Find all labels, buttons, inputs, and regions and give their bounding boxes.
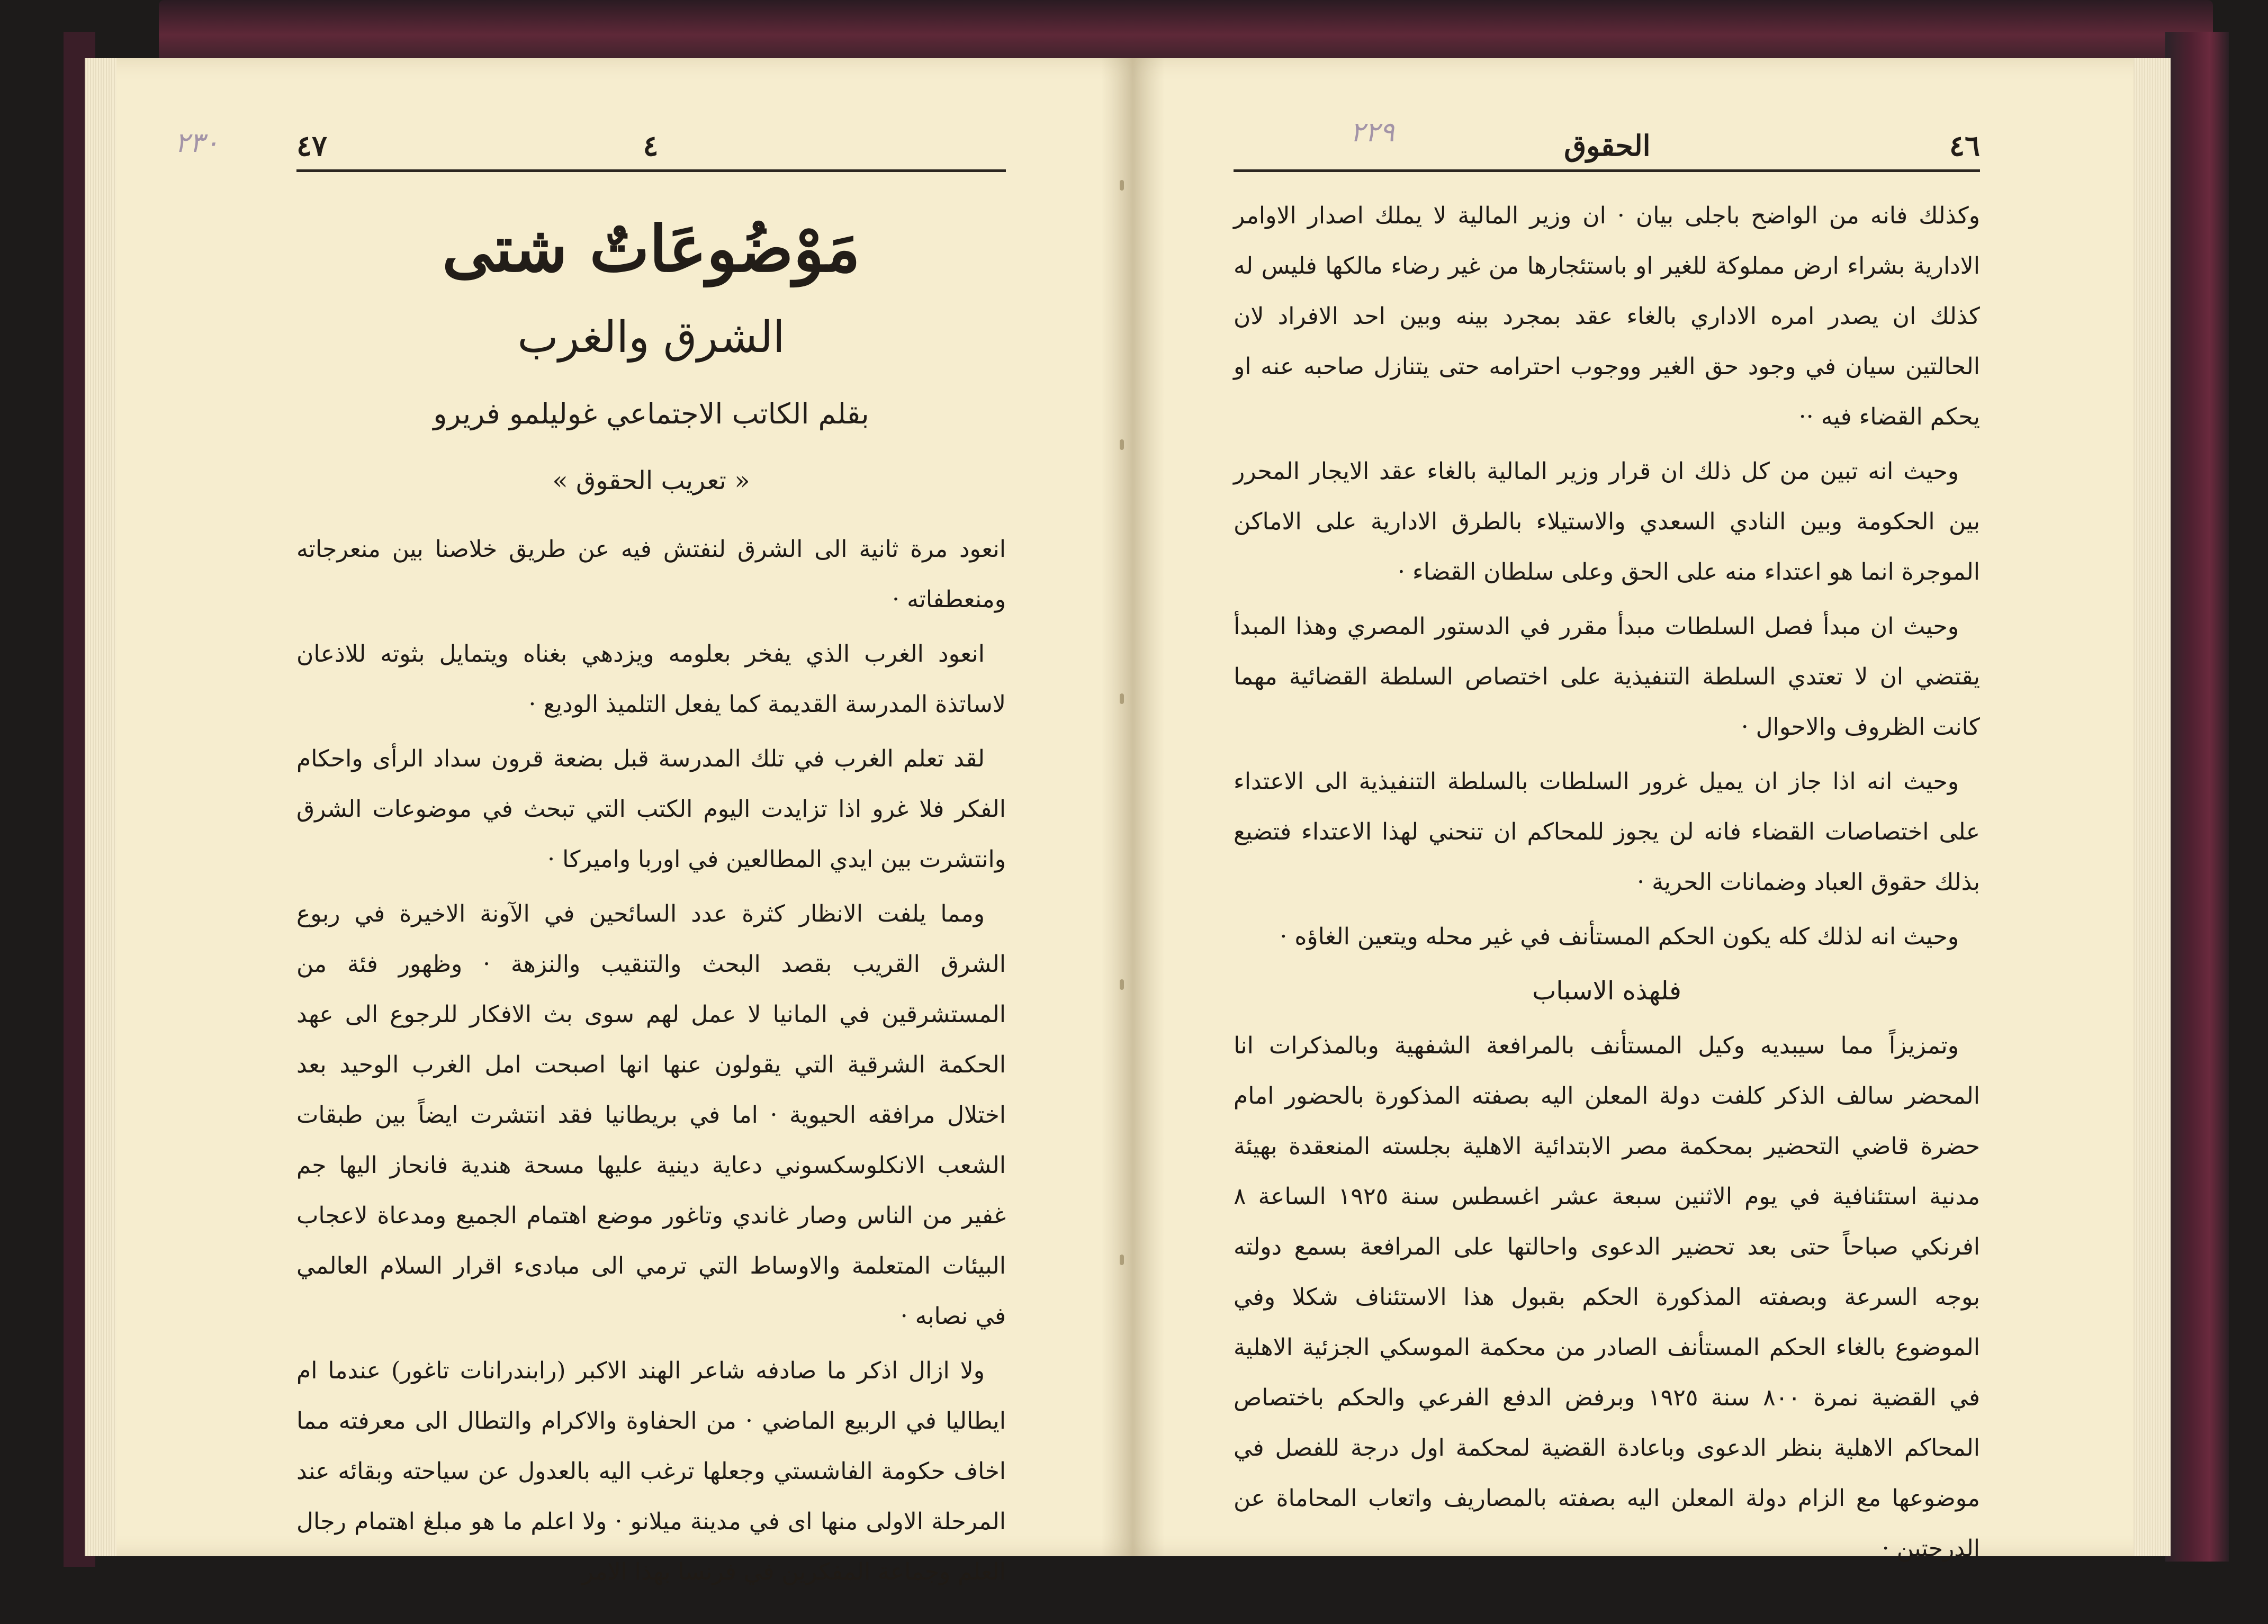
- right-header-center: الحقوق: [1564, 129, 1651, 163]
- pencil-page-number-left: ٢٣٠: [175, 127, 219, 159]
- pencil-page-number-right: ٢٢٩: [1350, 116, 1394, 148]
- paragraph: لقد تعلم الغرب في تلك المدرسة قبل بضعة قرون سداد الرأى واحكام الفكر فلا غرو اذا تزايدت اليوم الكتب التي تبحث في موضوعات الشرق وانتشرت بين ايدي المطالعين في اوربا واميركا ·: [296, 745, 1006, 873]
- book-gutter: [1101, 58, 1165, 1556]
- paragraph: ومما يلفت الانظار كثرة عدد السائحين في الآونة الاخيرة في ربوع الشرق القريب بقصد البحث والتنقيب والنزهة · وظهور فئة من المستشرقين في المانيا لا عمل لهم سوى بث الافكار للرجوع الى عهد الحكمة الشرقية التي يقولون عنها انها اصبحت امل الغرب الوحيد بعد اختلال مرافقه الحيوية · اما في بريطانيا فقد انتشرت ايضاً بين طبقات الشعب الانكلوسكسوني دعاية دينية عليها مسحة هندية فانحاز اليها جم غفير من الناس وصار غاندي وتاغور موضع اهتمام الجميع ومدعاة لاعجاب البيئات المتعلمة والاوساط التي ترمي الى مبادىء اقرار السلام العالمي في نصابه ·: [296, 900, 1006, 1330]
- paragraph: وكذلك فانه من الواضح باجلى بيان · ان وزير المالية لا يملك اصدار الاوامر الادارية بشراء ارض مملوكة للغير او باستئجارها من غير رضاء مالكها فليس له كذلك ان يصدر امره الاداري بالغاء عقد بمجرد بينه وبين احد الافراد لان الحالتين سيان في وجود حق الغير ووجوب احترامه حتى يتنازل صاحبه عنه او يحكم القضاء فيه ··: [1234, 202, 1980, 430]
- right-page-number: ٤٦: [1949, 129, 1980, 163]
- paragraph: وحيث انه اذا جاز ان يميل غرور السلطات بالسلطة التنفيذية الى الاعتداء على اختصاصات القضاء فانه لن يجوز للمحاكم ان تنحني لهذا الاعتداء فتضيع بذلك حقوق العباد وضمانات الحرية ·: [1234, 768, 1980, 896]
- left-page-header: [296, 122, 1006, 172]
- paragraph: انعود الغرب الذي يفخر بعلومه ويزدهي بغناه ويتمايل بثوته للاذعان لاساتذة المدرسة القديمة كما يفعل التلميذ الوديع ·: [296, 640, 1006, 718]
- paragraph: وحيث انه لذلك كله يكون الحكم المستأنف في غير محله ويتعين الغاؤه ·: [1280, 923, 1959, 950]
- book-binding-top: [159, 0, 2213, 64]
- paragraph: وحيث انه تبين من كل ذلك ان قرار وزير المالية بالغاء عقد الايجار المحرر بين الحكومة وبين النادي السعدي والاستيلاء بالطرق الادارية على الاماكن الموجرة انما هو اعتداء منه على الحق وعلى سلطان القضاء ·: [1234, 458, 1980, 585]
- article-title: مَوْضُوعَاتٌ شتى: [442, 212, 860, 286]
- left-page-number: ٤٧: [296, 129, 328, 163]
- paragraph: انعود مرة ثانية الى الشرق لنفتش فيه عن طريق خلاصنا بين منعرجاته ومنعطفاته ·: [296, 536, 1006, 613]
- article-byline: بقلم الكاتب الاجتماعي غوليلمو فريرو: [433, 397, 869, 430]
- closing-paragraph: وتمزيزاً مما سيبديه وكيل المستأنف بالمرافعة الشفهية وبالمذكرات انا المحضر سالف الذكر كلفت دولة المعلن اليه بصفته المذكورة بالحضور امام حضرة قاضي التحضير بمحكمة مصر الابتدائية الاهلية بجلسته المنعقدة بهيئة مدنية استئنافية في يوم الاثنين سبعة عشر اغسطس سنة ١٩٢٥ الساعة ٨ افرنكي صباحاً حتى بعد تحضير الدعوى واحالتها على المرافعة بسمع دولته بوجه السرعة وبصفته المذكورة الحكم بقبول هذا الاستئناف شكلا وفي الموضوع بالغاء الحكم المستأنف الصادر من محكمة الموسكي الجزئية الاهلية في القضية نمرة ٨٠٠ سنة ١٩٢٥ وبرفض الدفع الفرعي والحكم باختصاص المحاكم الاهلية بنظر الدعوى وباعادة القضية لمحكمة اول درجة للفصل في موضوعها مع الزام دولة المعلن اليه بصفته بالمصاريف واتعاب المحاماة عن الدرجتين ·: [1234, 1032, 1981, 1562]
- paragraph: ولا ازال اذكر ما صادفه شاعر الهند الاكبر (رابندرانات تاغور) عندما ام ايطاليا في الربيع الماضي · من الحفاوة والاكرام والتطال الى معرفته مما اخاف حكومة الفاشستي وجعلها ترغب اليه بالعدول عن سياحته وبقائه عند المرحلة الاولى منها اى في مدينة ميلانو · ولا اعلم ما هو مبلغ اهتمام رجال العلم وجماعة المفكرين في فرنسا بهذا الامر: [296, 1357, 1006, 1585]
- book-cover-right-edge: [2165, 32, 2229, 1562]
- section-heading: فلهذه الاسباب: [1532, 976, 1681, 1006]
- article-subtitle: الشرق والغرب: [517, 312, 785, 363]
- right-page-header: [1234, 122, 1980, 172]
- left-header-center: ٤: [643, 129, 659, 163]
- translation-note: « تعريب الحقوق »: [552, 466, 750, 495]
- left-page-body: [296, 524, 1006, 1601]
- paragraph: وحيث ان مبدأ فصل السلطات مبدأ مقرر في الدستور المصري وهذا المبدأ يقتضي ان لا تعتدي السلطة التنفيذية على اختصاص السلطة القضائية مهما كانت الظروف والاحوال ·: [1234, 613, 1980, 741]
- right-page-body: [1234, 191, 1980, 1578]
